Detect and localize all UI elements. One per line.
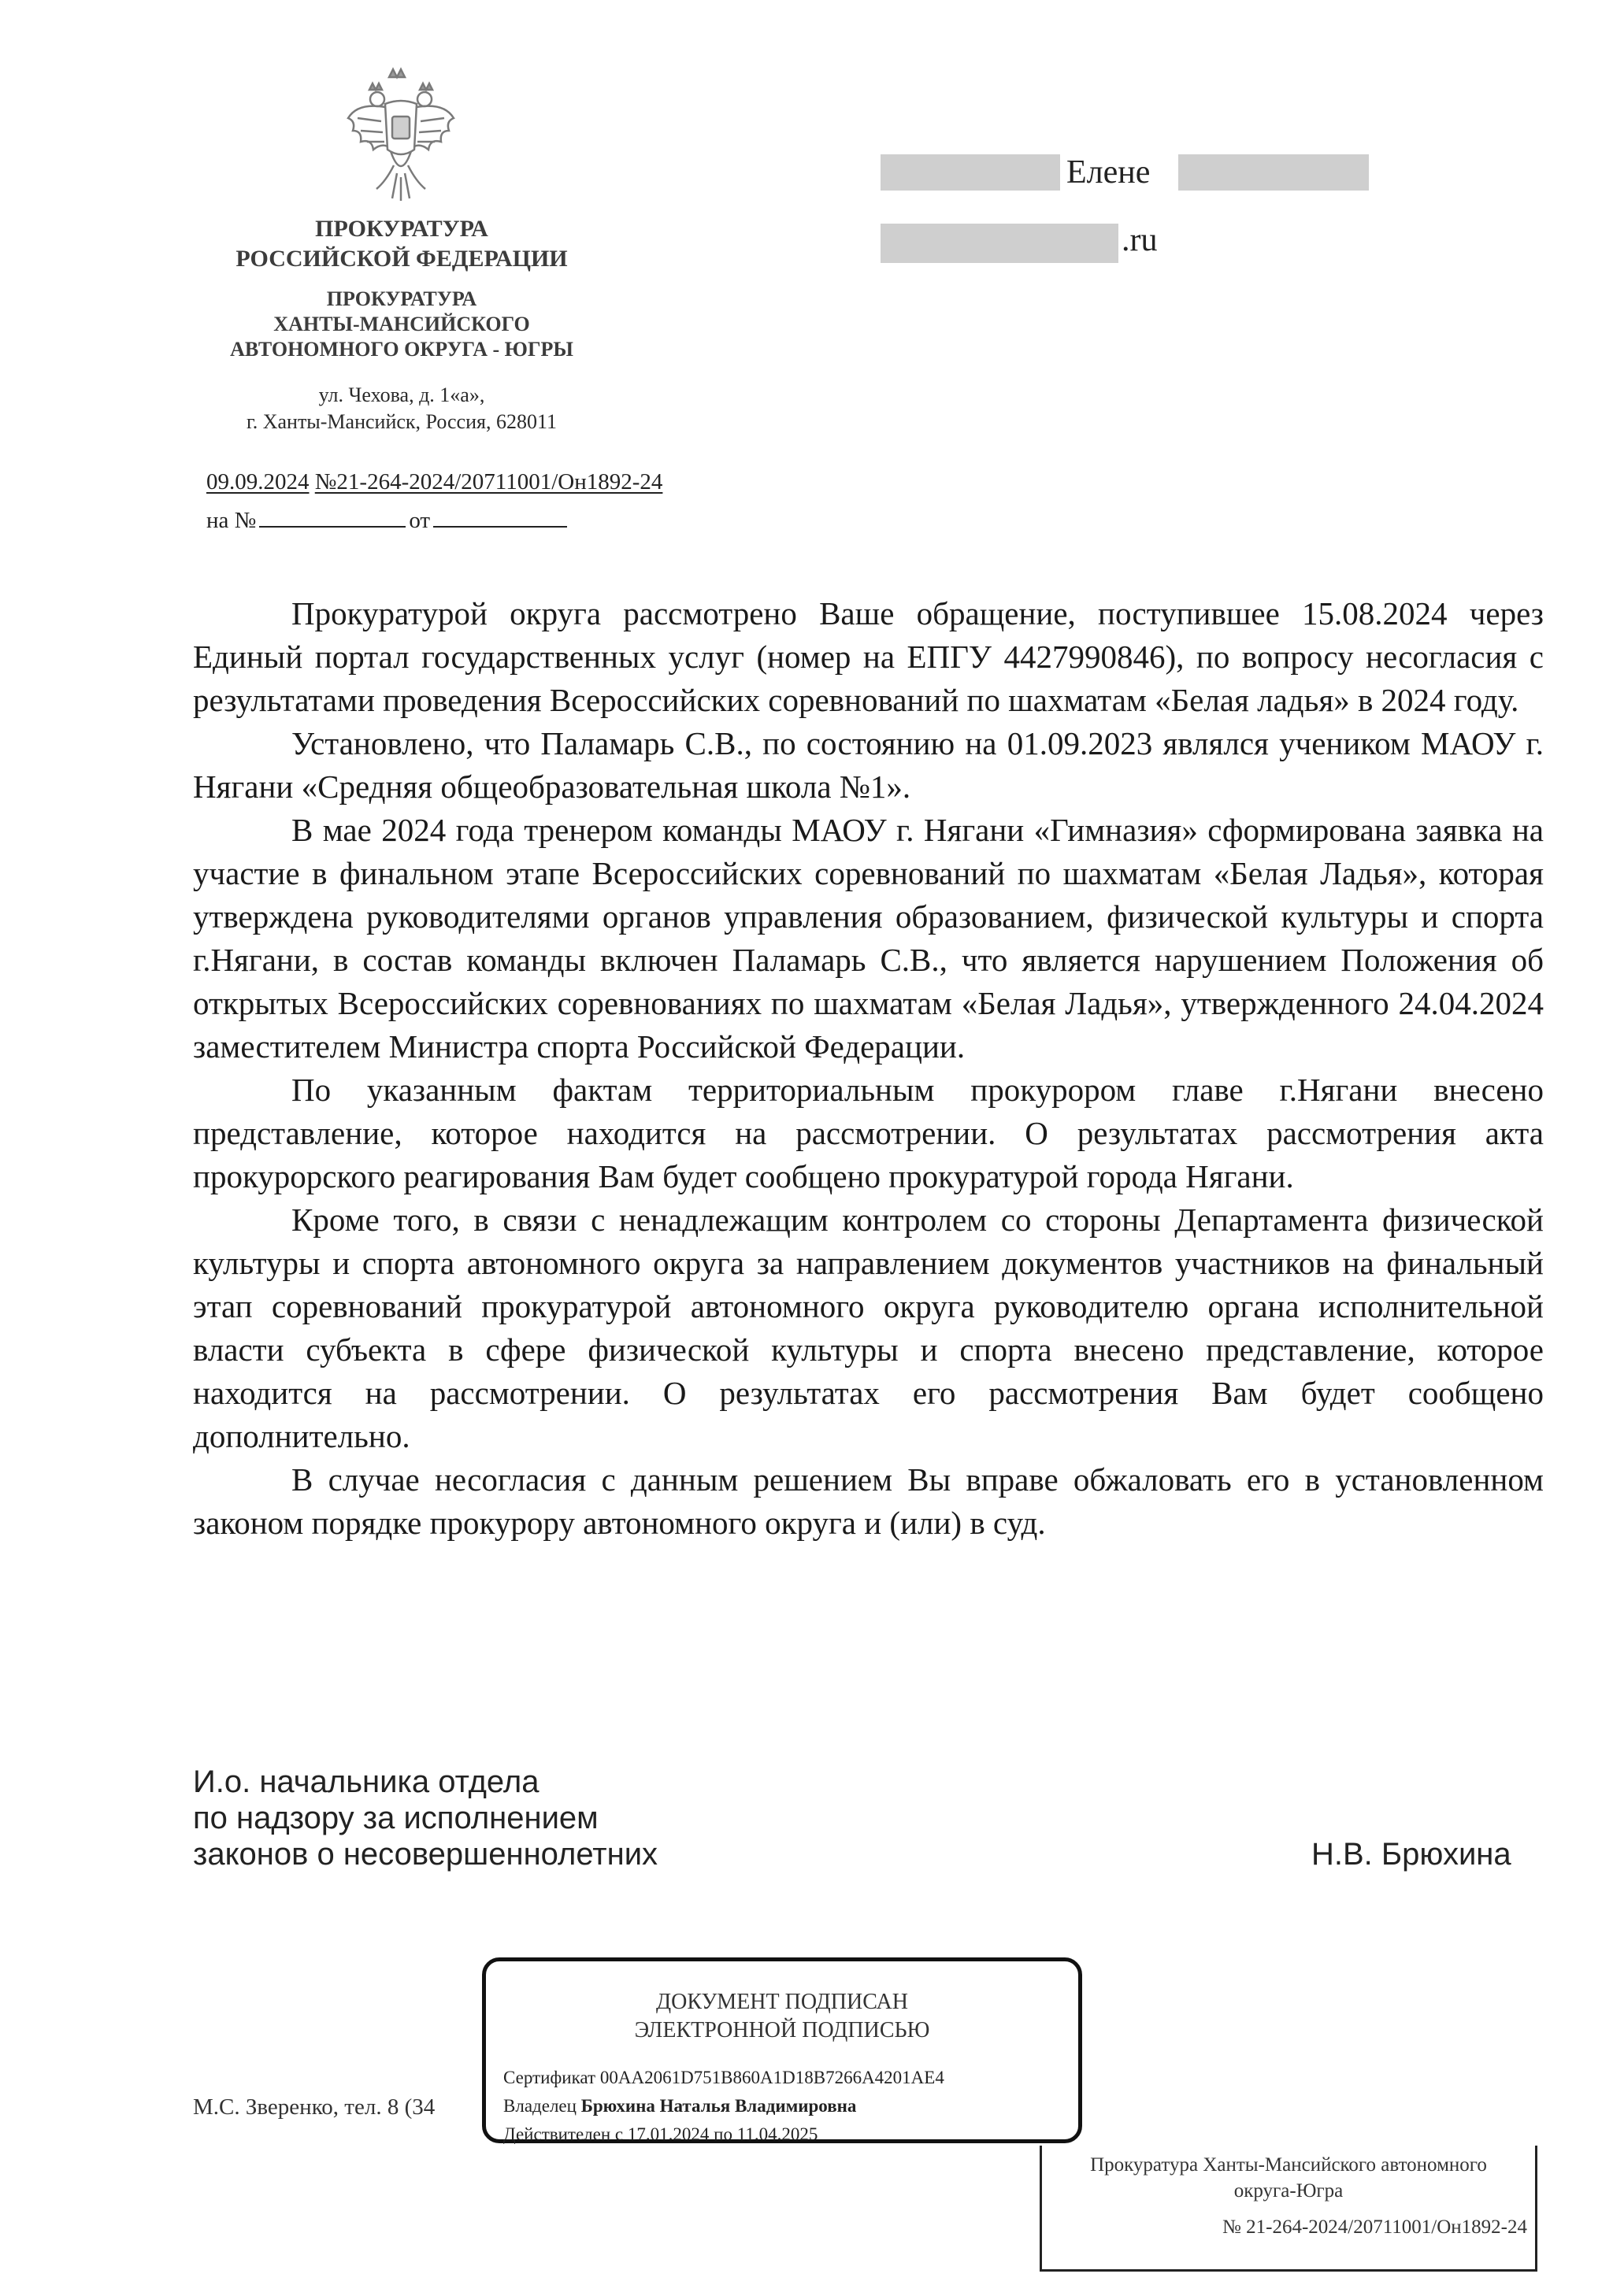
- regbox-number: № 21-264-2024/20711001/Он1892-24: [1222, 2216, 1527, 2238]
- paragraph: По указанным фактам территориальным прокурором главе г.Нягани внесено представление, которое находится на рассмотрении. О результатах рассмотрения акта прокурорского реагирования Вам будет сообщено прокуратурой города Нягани.: [193, 1072, 1544, 1194]
- reference-line: [206, 508, 570, 534]
- regbox-organization: [1042, 2152, 1535, 2204]
- signatory-position: [193, 1764, 658, 1872]
- redaction-box: [1178, 154, 1369, 191]
- suborg-line-2: ХАНТЫ-МАНСИЙСКОГО: [273, 313, 530, 335]
- letter-body: [193, 592, 1544, 1545]
- suborg-line-1: ПРОКУРАТУРА: [326, 287, 477, 310]
- valid-to-label: по: [714, 2124, 732, 2144]
- sub-organization-name: [197, 287, 606, 362]
- organization-address: [197, 382, 606, 435]
- electronic-signature-stamp: [482, 1957, 1082, 2143]
- registration-number: №21-264-2024/20711001/Он1892-24: [314, 469, 663, 494]
- org-line-2: РОССИЙСКОЙ ФЕДЕРАЦИИ: [235, 246, 568, 272]
- address-line-1: ул. Чехова, д. 1«а»,: [318, 383, 485, 406]
- registration-line: [206, 469, 662, 495]
- reference-from: от: [409, 508, 431, 533]
- executor-contact: М.С. Зверенко, тел. 8 (34: [193, 2094, 436, 2120]
- paragraph: Установлено, что Паламарь С.В., по состоянию на 01.09.2023 являлся учеником МАОУ г. Нягани «Средняя общеобразовательная школа №1».: [193, 725, 1544, 805]
- position-line-1: И.о. начальника отдела: [193, 1765, 540, 1799]
- paragraph: В случае несогласия с данным решением Вы вправе обжаловать его в установленном законом порядке прокурору автономного округа и (или) в суд.: [193, 1461, 1544, 1541]
- regbox-org-line-2: округа-Югра: [1233, 2180, 1344, 2202]
- valid-from: 17.01.2024: [627, 2124, 710, 2144]
- certificate-value: 00AA2061D751B860A1D18B7266A4201AE4: [599, 2068, 944, 2087]
- paragraph: Кроме того, в связи с ненадлежащим контролем со стороны Департамента физической культуры и спорта автономного округа за направлением документов участников на финальный этап соревнований прокуратурой автономного округа руководителю органа исполнительной власти субъекта в сфере физической культуры и спорта внесено представление, которое находится на рассмотрении. О результатах его рассмотрения Вам будет сообщено дополнительно.: [193, 1202, 1544, 1454]
- registration-box: [1040, 2146, 1537, 2272]
- address-line-2: г. Ханты-Мансийск, Россия, 628011: [246, 410, 557, 433]
- certificate-label: Сертификат: [503, 2068, 596, 2087]
- signatory-name: Н.В. Брюхина: [1311, 1837, 1511, 1872]
- stamp-title: [486, 1988, 1078, 2045]
- org-line-1: ПРОКУРАТУРА: [315, 216, 488, 242]
- reference-date-blank: [433, 525, 567, 528]
- position-line-2: по надзору за исполнением: [193, 1801, 599, 1835]
- valid-to: 11.04.2025: [736, 2124, 818, 2144]
- redaction-box: [881, 154, 1060, 191]
- recipient-name: Елене: [1066, 154, 1151, 191]
- stamp-title-line-2: ЭЛЕКТРОННОЙ ПОДПИСЬЮ: [634, 2018, 930, 2042]
- reference-number-blank: [259, 525, 406, 528]
- regbox-org-line-1: Прокуратура Ханты-Мансийского автономного: [1090, 2154, 1487, 2176]
- stamp-certificate: [503, 2064, 944, 2092]
- stamp-title-line-1: ДОКУМЕНТ ПОДПИСАН: [656, 1990, 908, 2014]
- valid-label: Действителен: [503, 2124, 611, 2144]
- registration-date: 09.09.2024: [206, 469, 310, 494]
- valid-from-label: с: [614, 2124, 624, 2144]
- recipient-email: .ru: [1122, 222, 1158, 258]
- redaction-box: [881, 224, 1118, 263]
- owner-value: Брюхина Наталья Владимировна: [580, 2096, 857, 2116]
- stamp-details: [503, 2064, 944, 2149]
- paragraph: В мае 2024 года тренером команды МАОУ г. Нягани «Гимназия» сформирована заявка на участие в финальном этапе Всероссийских соревнований по шахматам «Белая Ладья», которая утверждена руководителями органов управления образованием, физической культуры и спорта г.Нягани, в состав команды включен Паламарь С.В., что является нарушением Положения об открытых Всероссийских соревнованиях по шахматам «Белая Ладья», утвержденного 24.04.2024 заместителем Министра спорта Российской Федерации.: [193, 812, 1544, 1065]
- stamp-owner: [503, 2092, 944, 2120]
- owner-label: Владелец: [503, 2096, 577, 2116]
- organization-name: [197, 214, 606, 274]
- suborg-line-3: АВТОНОМНОГО ОКРУГА - ЮГРЫ: [230, 338, 573, 361]
- double-headed-eagle-icon: [342, 63, 460, 205]
- paragraph: Прокуратурой округа рассмотрено Ваше обращение, поступившее 15.08.2024 через Единый портал государственных услуг (номер на ЕПГУ 4427990846), по вопросу несогласия с результатами проведения Всероссийских соревнований по шахматам «Белая ладья» в 2024 году.: [193, 595, 1544, 718]
- position-line-3: законов о несовершеннолетних: [193, 1837, 658, 1872]
- stamp-validity: [503, 2120, 944, 2149]
- reference-prefix: на №: [206, 508, 257, 533]
